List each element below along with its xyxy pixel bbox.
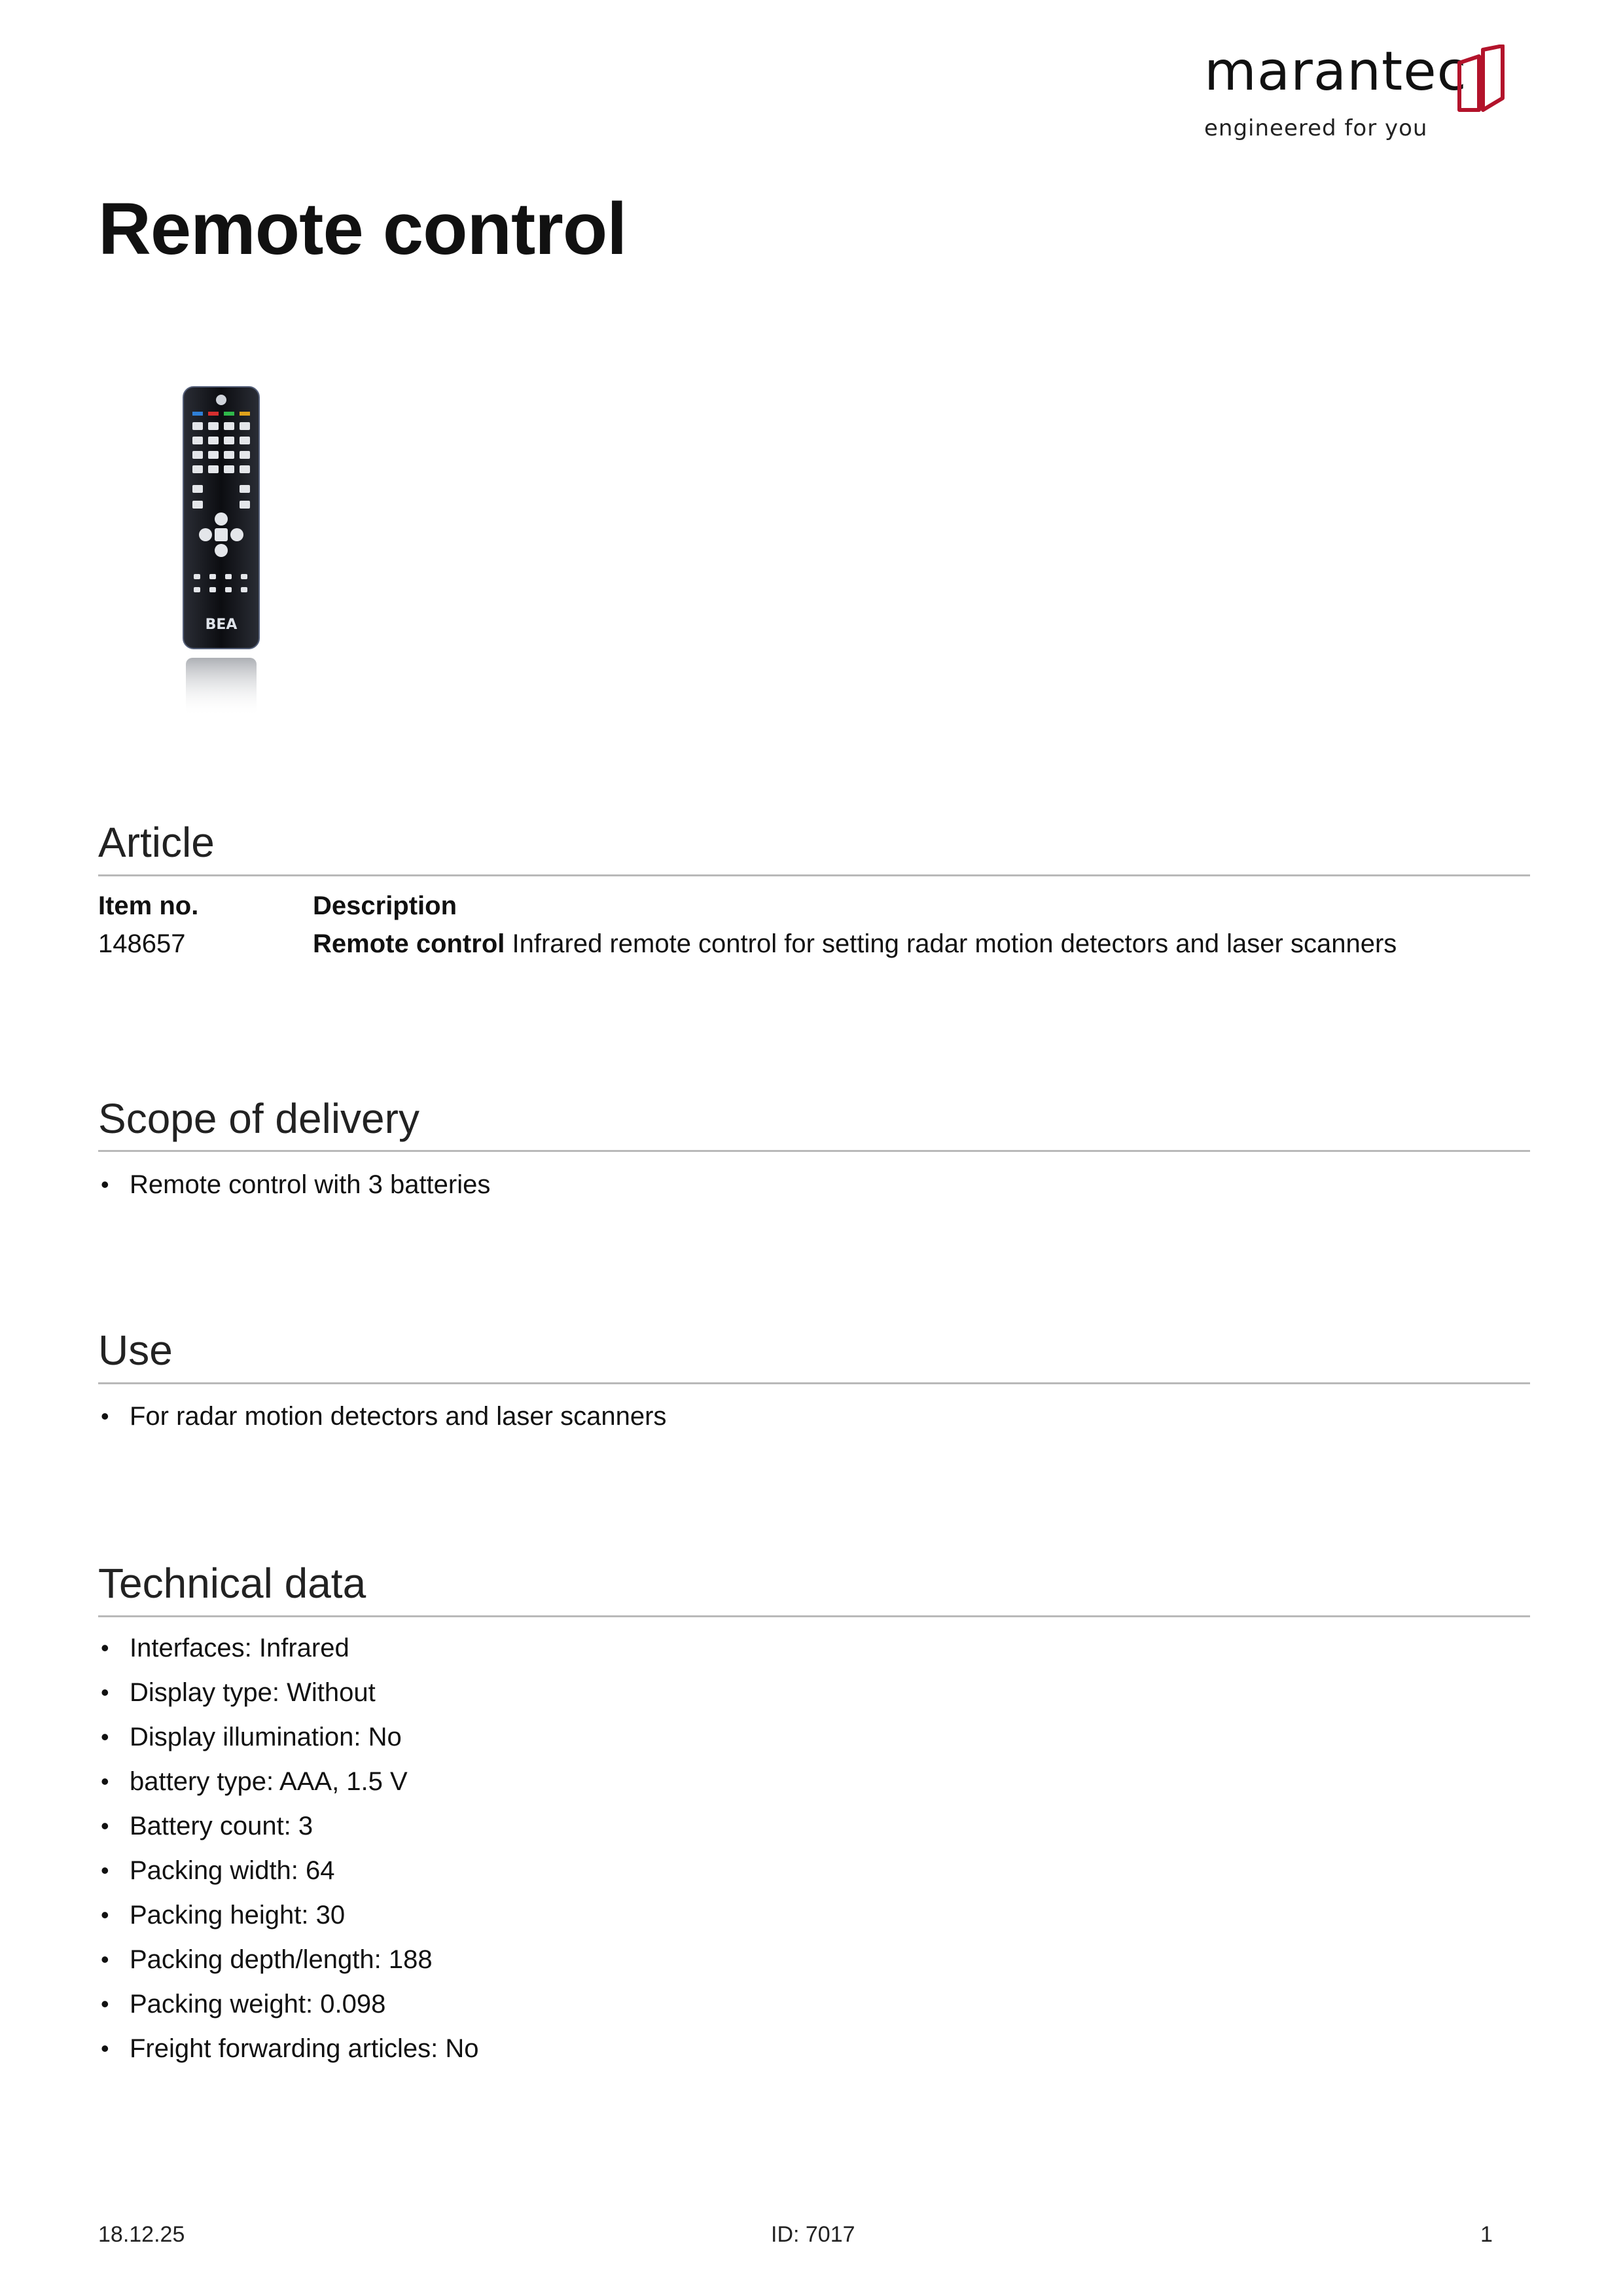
scope-list bbox=[98, 1166, 490, 1211]
section-title-technical-data: Technical data bbox=[98, 1560, 366, 1607]
article-name: Remote control bbox=[313, 929, 505, 958]
column-header-description: Description bbox=[313, 891, 457, 920]
list-item: • Packing width: 64 bbox=[98, 1852, 479, 1897]
remote-control-image bbox=[177, 383, 268, 723]
brand-mark-icon bbox=[1457, 45, 1505, 114]
divider bbox=[98, 1615, 1530, 1617]
footer-id: ID: 7017 bbox=[771, 2222, 855, 2247]
list-item: • Display illumination: No bbox=[98, 1719, 479, 1763]
brand-tagline: engineered for you bbox=[1204, 115, 1428, 141]
list-item: • battery type: AAA, 1.5 V bbox=[98, 1763, 479, 1808]
item-number: 148657 bbox=[98, 929, 186, 958]
list-item: • For radar motion detectors and laser scanners bbox=[98, 1398, 666, 1443]
list-item: • Freight forwarding articles: No bbox=[98, 2030, 479, 2075]
brand-name: marantec bbox=[1204, 41, 1467, 103]
divider bbox=[98, 1150, 1530, 1152]
list-item: • Packing weight: 0.098 bbox=[98, 1986, 479, 2030]
article-description bbox=[313, 929, 1397, 959]
remote-brand-label: BEA bbox=[205, 617, 238, 633]
section-title-article: Article bbox=[98, 819, 215, 866]
list-item: • Interfaces: Infrared bbox=[98, 1630, 479, 1674]
use-list bbox=[98, 1398, 666, 1443]
list-item: • Battery count: 3 bbox=[98, 1808, 479, 1852]
page-number: 1 bbox=[1480, 2222, 1493, 2247]
column-header-item-no: Item no. bbox=[98, 891, 199, 920]
page-title: Remote control bbox=[98, 188, 627, 270]
marantec-logo bbox=[1204, 41, 1505, 152]
list-item: • Display type: Without bbox=[98, 1674, 479, 1719]
section-title-scope: Scope of delivery bbox=[98, 1095, 419, 1142]
technical-data-list bbox=[98, 1630, 479, 2075]
list-item: • Packing depth/length: 188 bbox=[98, 1941, 479, 1986]
divider bbox=[98, 1382, 1530, 1384]
section-title-use: Use bbox=[98, 1327, 173, 1374]
divider bbox=[98, 874, 1530, 876]
list-item: • Remote control with 3 batteries bbox=[98, 1166, 490, 1211]
article-description-text: Infrared remote control for setting radar motion detectors and laser scanners bbox=[512, 929, 1397, 958]
list-item: • Packing height: 30 bbox=[98, 1897, 479, 1941]
footer-date: 18.12.25 bbox=[98, 2222, 185, 2247]
